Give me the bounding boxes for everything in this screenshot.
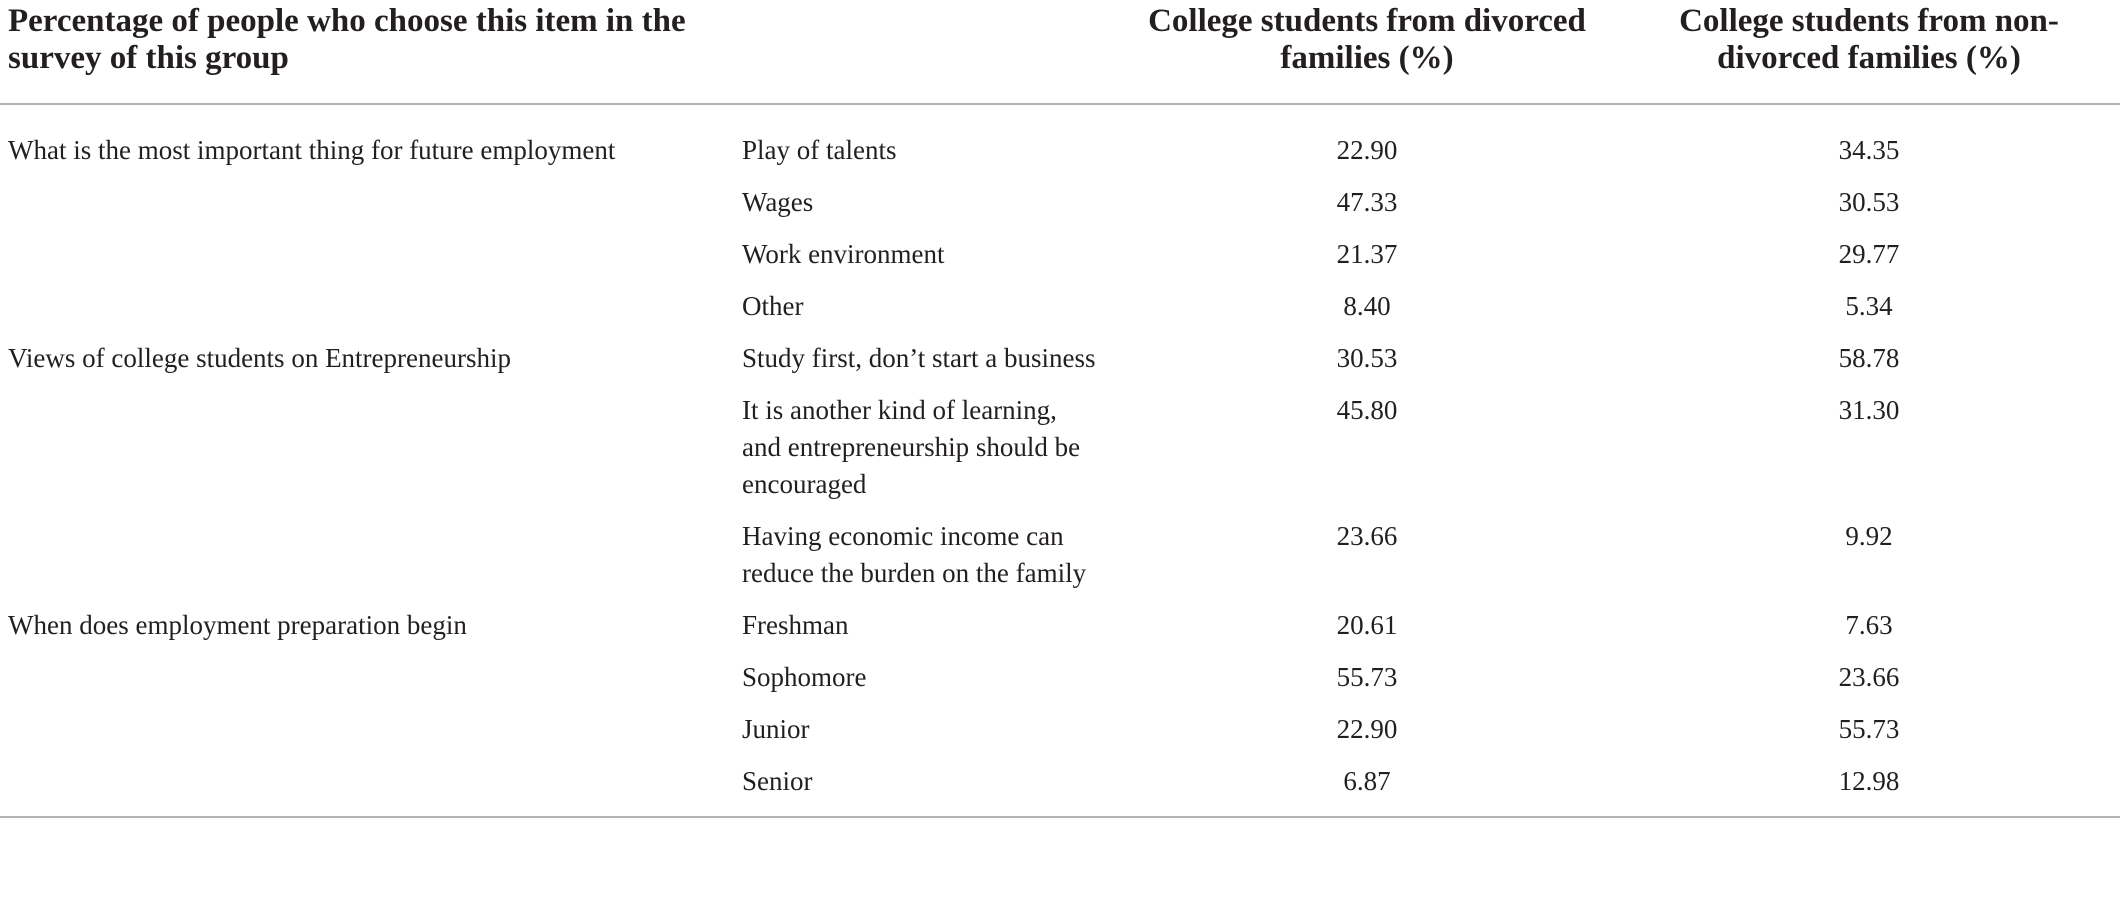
- option-cell: Other: [742, 291, 804, 321]
- option-cell: Having economic income can reduce the burden on the family: [742, 521, 1087, 588]
- question-cell: What is the most important thing for future employment: [8, 135, 616, 165]
- non-divorced-value-cell: 29.77: [1838, 239, 1900, 269]
- question-cell: [0, 659, 732, 711]
- divorced-value-cell: 22.90: [1336, 714, 1398, 744]
- non-divorced-value-cell: 34.35: [1838, 135, 1900, 165]
- question-cell: [0, 711, 732, 763]
- option-cell: It is another kind of learning, and entrepreneurship should be encouraged: [742, 395, 1081, 499]
- non-divorced-value-cell: 5.34: [1845, 291, 1893, 321]
- non-divorced-value-cell: 23.66: [1838, 662, 1900, 692]
- table-row: [0, 184, 2120, 236]
- question-cell: [0, 288, 732, 340]
- table-row: [0, 711, 2120, 763]
- table-row: [0, 763, 2120, 817]
- header-non-divorced: College students from non-divorced families (%): [1618, 0, 2120, 104]
- table-row: [0, 288, 2120, 340]
- non-divorced-value-cell: 12.98: [1618, 763, 2120, 817]
- option-cell: Junior: [742, 714, 810, 744]
- table-row: [0, 392, 2120, 518]
- table-row: [0, 104, 2120, 184]
- option-cell: Sophomore: [742, 662, 867, 692]
- header-divorced: College students from divorced families (%): [1116, 0, 1618, 104]
- divorced-value-cell: 23.66: [1336, 521, 1398, 551]
- option-cell: Study first, don’t start a business: [742, 343, 1096, 373]
- question-cell: When does employment preparation begin: [8, 610, 467, 640]
- header-row: [0, 0, 2120, 104]
- option-cell: Work environment: [742, 239, 945, 269]
- non-divorced-value-cell: 31.30: [1838, 395, 1900, 425]
- divorced-value-cell: 20.61: [1336, 610, 1398, 640]
- divorced-value-cell: 45.80: [1336, 395, 1398, 425]
- table-row: [0, 236, 2120, 288]
- header-percentage: Percentage of people who choose this item in the survey of this group: [0, 0, 732, 104]
- question-cell: Views of college students on Entrepreneurship: [8, 343, 511, 373]
- option-cell: Freshman: [742, 610, 849, 640]
- table-header: [0, 0, 2120, 104]
- non-divorced-value-cell: 7.63: [1845, 610, 1893, 640]
- option-cell: Wages: [742, 187, 814, 217]
- question-cell: [0, 763, 732, 817]
- table-row: [0, 607, 2120, 659]
- question-cell: [0, 184, 732, 236]
- non-divorced-value-cell: 55.73: [1838, 714, 1900, 744]
- non-divorced-value-cell: 30.53: [1838, 187, 1900, 217]
- option-cell: Play of talents: [742, 135, 897, 165]
- table-row: [0, 340, 2120, 392]
- divorced-value-cell: 22.90: [1336, 135, 1398, 165]
- question-cell: [0, 236, 732, 288]
- divorced-value-cell: 6.87: [1116, 763, 1618, 817]
- divorced-value-cell: 47.33: [1336, 187, 1398, 217]
- header-option: [732, 0, 1116, 104]
- divorced-value-cell: 30.53: [1336, 343, 1398, 373]
- table-body: [0, 104, 2120, 817]
- table-row: [0, 518, 2120, 607]
- question-cell: [0, 392, 732, 518]
- non-divorced-value-cell: 9.92: [1845, 521, 1893, 551]
- option-cell: Senior: [732, 763, 1116, 817]
- question-cell: [0, 518, 732, 607]
- divorced-value-cell: 21.37: [1336, 239, 1398, 269]
- divorced-value-cell: 8.40: [1343, 291, 1391, 321]
- non-divorced-value-cell: 58.78: [1838, 343, 1900, 373]
- table-row: [0, 659, 2120, 711]
- divorced-value-cell: 55.73: [1336, 662, 1398, 692]
